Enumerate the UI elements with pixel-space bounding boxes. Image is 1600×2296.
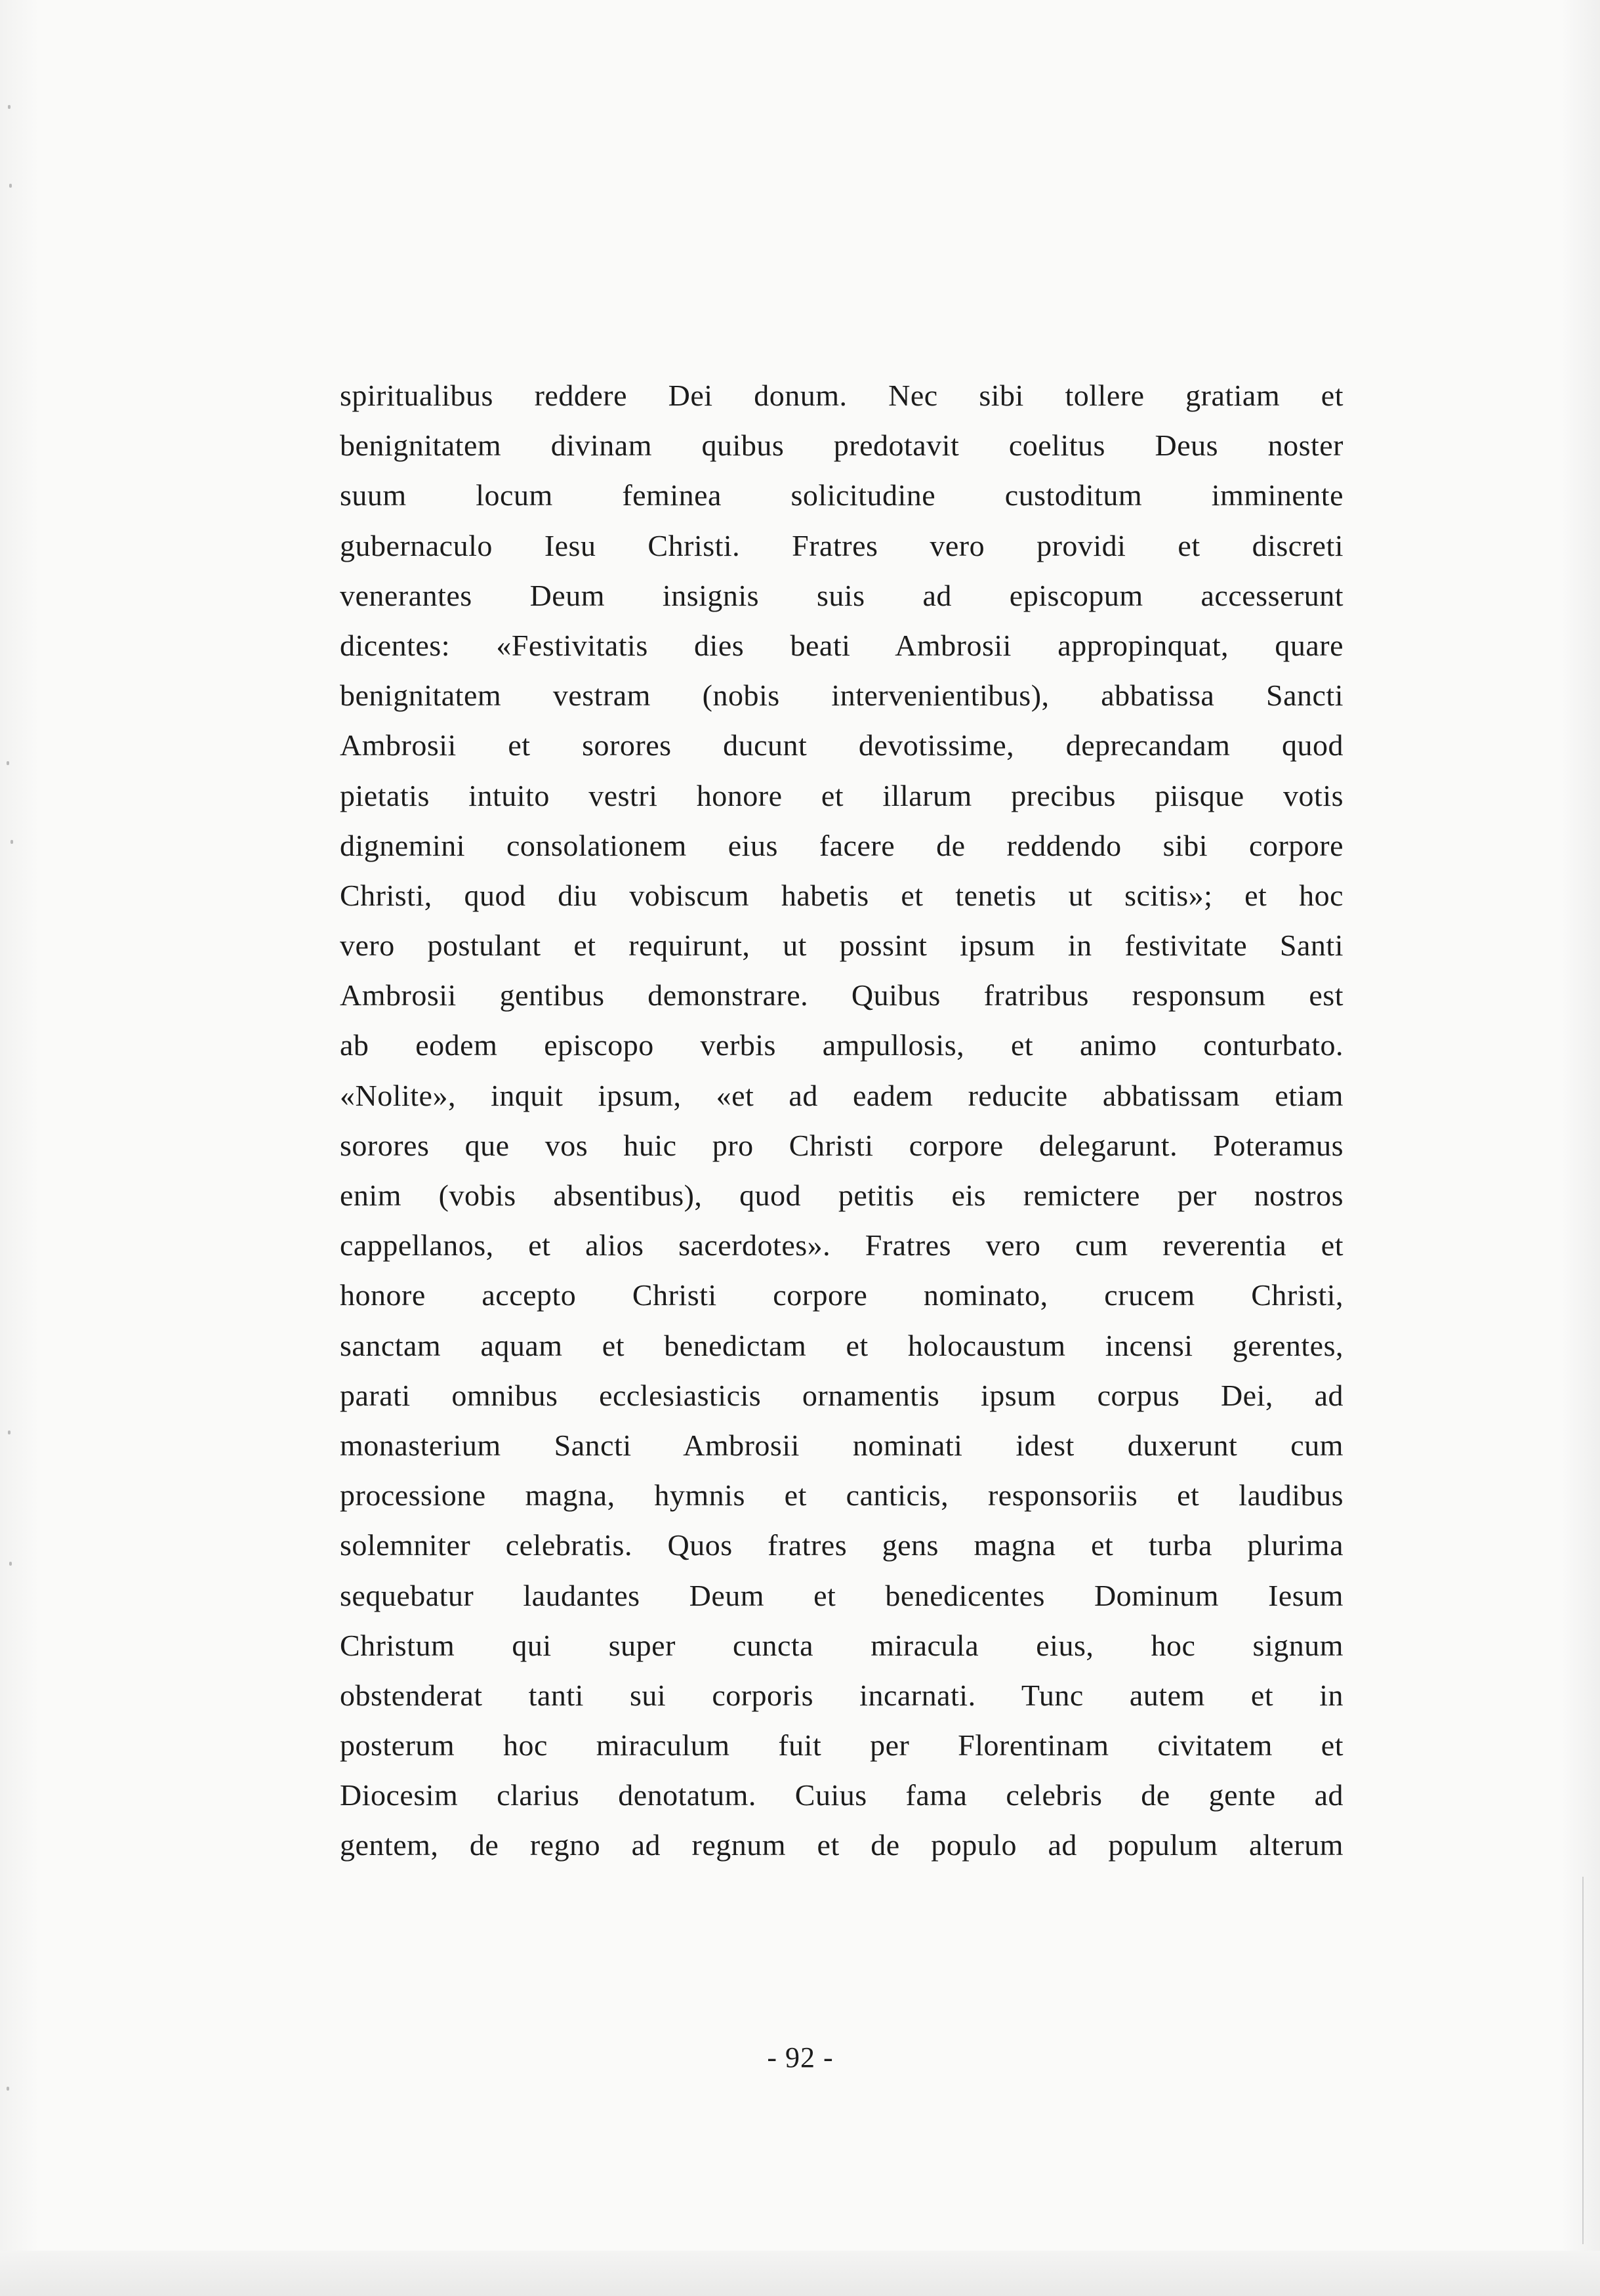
text-line: sanctam aquam et benedictam et holocaustum incensi gerentes, [340,1328,1344,1362]
text-line: cappellanos, et alios sacerdotes». Fratres vero cum reverentia et [340,1228,1344,1263]
text-line: obstenderat tanti sui corporis incarnati. Tunc autem et in [340,1678,1344,1712]
scan-speck [8,105,10,109]
text-line: vero postulant et requirunt, ut possint ipsum in festivitate Santi [340,929,1344,963]
text-line: dicentes: «Festivitatis dies beati Ambrosii appropinquat, quare [340,628,1344,662]
page-bottom-shadow [0,2251,1600,2296]
scan-speck [7,2087,9,2091]
text-line: pietatis intuito vestri honore et illarum precibus piisque votis [340,778,1344,812]
text-line: honore accepto Christi corpore nominato, crucem Christi, [340,1278,1344,1312]
text-line: Ambrosii gentibus demonstrare. Quibus fratribus responsum est [340,978,1344,1012]
text-line: venerantes Deum insignis suis ad episcopum accesserunt [340,578,1344,612]
text-line: parati omnibus ecclesiasticis ornamentis ipsum corpus Dei, ad [340,1378,1344,1412]
text-line: monasterium Sancti Ambrosii nominati idest duxerunt cum [340,1428,1344,1462]
text-line: posterum hoc miraculum fuit per Florentinam civitatem et [340,1728,1344,1763]
text-line: sequebatur laudantes Deum et benedicentes Dominum Iesum [340,1578,1344,1612]
text-line: enim (vobis absentibus), quod petitis eis remictere per nostros [340,1179,1344,1212]
scan-speck [9,184,12,188]
text-line: sorores que vos huic pro Christi corpore delegarunt. Poteramus [340,1128,1344,1162]
text-line: processione magna, hymnis et canticis, responsoriis et laudibus [340,1478,1344,1513]
scan-speck [7,761,9,765]
page-number: - 92 - [767,2041,834,2074]
page-edge-shadow [1582,1877,1584,2244]
text-line: solemniter celebratis. Quos fratres gens magna et turba plurima [340,1528,1344,1562]
text-line: gentem, de regno ad regnum et de populo ad populum alterum [340,1828,1344,1862]
text-line: suum locum feminea solicitudine custoditum imminente [340,478,1344,512]
text-line: spiritualibus reddere Dei donum. Nec sibi tollere gratiam et [340,379,1344,412]
text-line: Christum qui super cuncta miracula eius, hoc signum [340,1628,1344,1662]
text-line: gubernaculo Iesu Christi. Fratres vero providi et discreti [340,528,1344,562]
scan-speck [8,1430,10,1434]
body-text [340,371,1344,1871]
text-line: benignitatem divinam quibus predotavit coelitus Deus noster [340,428,1344,463]
text-line: Diocesim clarius denotatum. Cuius fama celebris de gente ad [340,1778,1344,1812]
text-line: ab eodem episcopo verbis ampullosis, et animo conturbato. [340,1028,1344,1062]
scan-speck [9,1562,12,1566]
text-line: «Nolite», inquit ipsum, «et ad eadem reducite abbatissam etiam [340,1078,1344,1112]
text-line: Ambrosii et sorores ducunt devotissime, deprecandam quod [340,728,1344,762]
text-line: dignemini consolationem eius facere de reddendo sibi corpore [340,828,1344,862]
text-line: benignitatem vestram (nobis intervenientibus), abbatissa Sancti [340,678,1344,713]
scan-speck [10,840,13,844]
text-line: Christi, quod diu vobiscum habetis et tenetis ut scitis»; et hoc [340,878,1344,912]
